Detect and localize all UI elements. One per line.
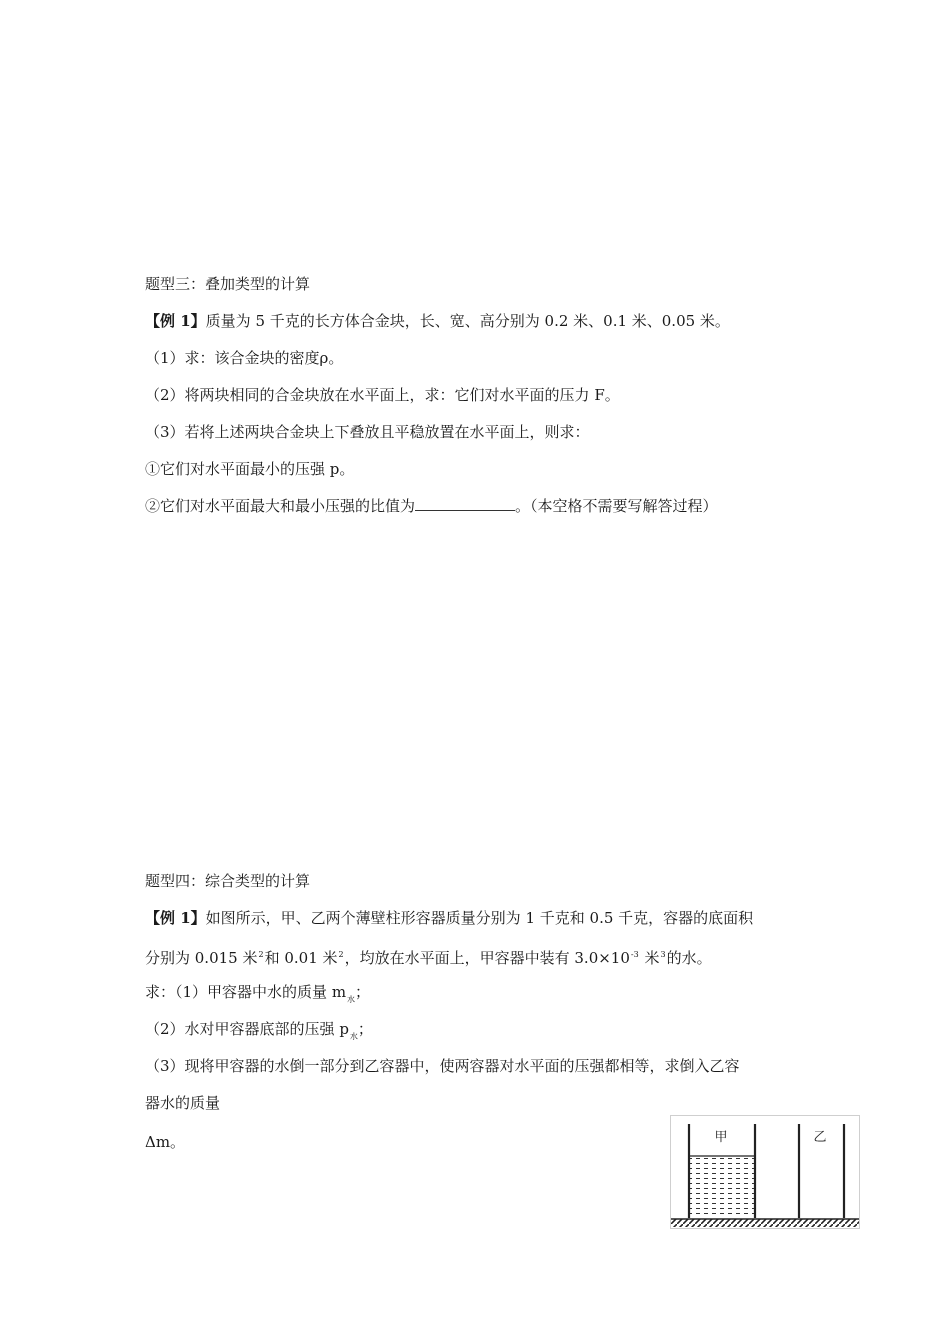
containers-figure xyxy=(670,1115,860,1229)
example-text: 质量为 5 千克的长方体合金块，长、宽、高分别为 0.2 米、0.1 米、0.05 米。 xyxy=(205,312,730,330)
example-tag: 【例 1】 xyxy=(145,312,206,330)
question-4-3-line-3: Δm。 xyxy=(145,1133,186,1151)
label-jia: 甲 xyxy=(714,1130,728,1145)
label-yi: 乙 xyxy=(813,1130,827,1145)
exponent: -3 xyxy=(630,950,639,959)
answer-blank[interactable] xyxy=(415,496,515,511)
question-1: （1）求：该合金块的密度ρ。 xyxy=(145,349,344,367)
question-4-3-line-2: 器水的质量 xyxy=(145,1094,221,1112)
example-line-1-text: 如图所示，甲、乙两个薄壁柱形容器质量分别为 1 千克和 0.5 千克，容器的底面积 xyxy=(205,909,754,927)
water-text: 的水。 xyxy=(666,949,712,967)
example-tag: 【例 1】 xyxy=(145,909,206,927)
exponent: 2 xyxy=(258,950,264,959)
volume-text: ，均放在水平面上，甲容器中装有 3.0×10 xyxy=(344,949,630,967)
punct: ； xyxy=(355,983,371,1001)
containers-diagram xyxy=(671,1116,859,1228)
subscript-water: 水 xyxy=(349,1032,358,1041)
exponent: 2 xyxy=(338,950,344,959)
q3-2-note: 。（本空格不需要写解答过程） xyxy=(515,497,718,515)
example-2-line-2 xyxy=(145,945,712,968)
subscript-water: 水 xyxy=(347,995,356,1004)
example-2-line-1 xyxy=(145,908,753,928)
area-yi-text: 和 0.01 米 xyxy=(264,949,338,967)
section-title-3: 题型三：叠加类型的计算 xyxy=(145,275,311,293)
unit-text: 米 xyxy=(639,949,660,967)
exponent: 3 xyxy=(660,950,666,959)
water-body xyxy=(690,1156,754,1218)
punct: ； xyxy=(357,1020,373,1038)
question-3-part-2 xyxy=(145,496,718,516)
question-3: （3）若将上述两块合金块上下叠放且平稳放置在水平面上，则求： xyxy=(145,423,590,441)
question-3-part-1: ①它们对水平面最小的压强 p。 xyxy=(145,460,355,478)
q2-text: （2）水对甲容器底部的压强 p xyxy=(145,1020,349,1038)
question-4-3-line-1: （3）现将甲容器的水倒一部分到乙容器中，使两容器对水平面的压强都相等，求倒入乙容 xyxy=(145,1057,740,1075)
question-4-1 xyxy=(145,982,370,1010)
question-2: （2）将两块相同的合金块放在水平面上，求：它们对水平面的压力 F。 xyxy=(145,386,620,404)
area-jia-text: 分别为 0.015 米 xyxy=(145,949,258,967)
question-4-2 xyxy=(145,1019,373,1047)
q1-text: 求：（1）甲容器中水的质量 m xyxy=(145,983,347,1001)
ground-hatching xyxy=(671,1219,859,1227)
q3-2-text: ②它们对水平面最大和最小压强的比值为 xyxy=(145,497,416,515)
section-title-4: 题型四：综合类型的计算 xyxy=(145,872,311,890)
example-1-statement xyxy=(145,311,730,331)
